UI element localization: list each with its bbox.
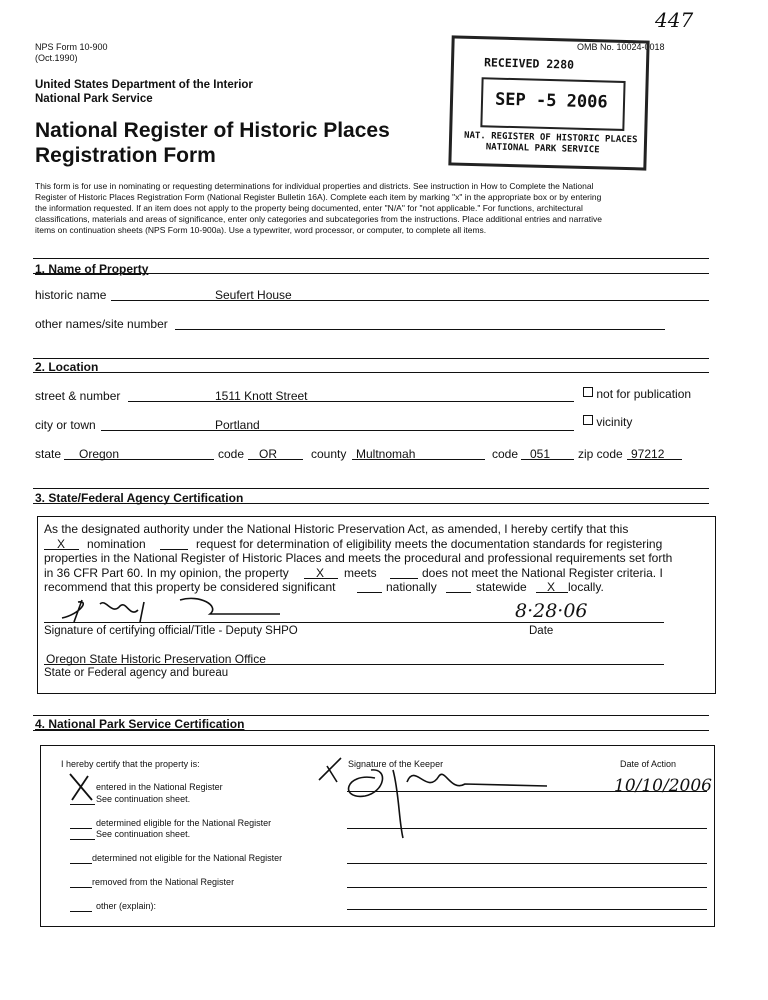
locally-label: locally. [568, 580, 604, 594]
nationally-label: nationally [386, 580, 437, 594]
see-continuation-1: See continuation sheet. [96, 794, 191, 804]
vicinity[interactable] [583, 415, 632, 429]
nationally-blank[interactable] [357, 592, 382, 593]
form-number: NPS Form 10-900 [35, 42, 108, 52]
entered-label: entered in the National Register [96, 782, 223, 792]
page-subtitle: Registration Form [35, 144, 216, 167]
keeper-line-2 [347, 828, 707, 829]
keeper-label: Signature of the Keeper [348, 759, 444, 769]
date-label: Date [529, 625, 554, 637]
cert-line-5: recommend that this property be considered significant [44, 580, 336, 594]
not-meet-blank[interactable] [390, 578, 418, 579]
omb-number: OMB No. 10024-0018 [577, 42, 665, 52]
historic-name-label: historic name [35, 288, 107, 302]
certify-label: I hereby certify that the property is: [61, 759, 200, 769]
zip-value[interactable]: 97212 [631, 447, 665, 461]
intro-line-1: This form is for use in nominating or requesting determinations for individual properties and districts. See instruction in How to Complete the National [35, 181, 594, 191]
intro-line-5: items on continuation sheets (NPS Form 10-900a). Use a typewriter, word processor, or computer, to complete all items. [35, 225, 487, 235]
see-continuation-1-blank[interactable] [70, 804, 95, 805]
signature-line [44, 622, 664, 623]
determined-eligible-label: determined eligible for the National Register [96, 818, 272, 828]
city-line [101, 430, 574, 431]
nomination-mark[interactable]: X [57, 537, 66, 551]
meets-mark[interactable]: X [316, 566, 325, 580]
keeper-line-5 [347, 909, 707, 910]
section-1-rule-bottom [33, 273, 709, 274]
nomination-label: nomination [87, 537, 146, 551]
statewide-label: statewide [476, 580, 527, 594]
determined-eligible-blank[interactable] [70, 828, 92, 829]
request-label: request for determination of eligibility meets the documentation standards for registering [196, 537, 663, 551]
action-date-label: Date of Action [620, 759, 677, 769]
signature-label: Signature of certifying official/Title - Deputy SHPO [44, 625, 298, 637]
county-code-value[interactable]: 051 [530, 447, 551, 461]
historic-name-line [111, 300, 709, 301]
city-value[interactable]: Portland [215, 418, 260, 432]
intro-line-3: the information requested. If an item does not apply to the property being documented, enter "N/A" for "not applicable." For functions, architectural [35, 203, 583, 213]
service: National Park Service [35, 93, 153, 105]
state-code-value[interactable]: OR [259, 447, 277, 461]
historic-name-value[interactable]: Seufert House [215, 288, 292, 302]
not-for-publication-label: not for publication [596, 387, 692, 401]
not-eligible-blank[interactable] [70, 863, 92, 864]
section-1-heading: 1. Name of Property [35, 262, 149, 276]
see-continuation-2: See continuation sheet. [96, 829, 191, 839]
other-blank[interactable] [70, 911, 92, 912]
locally-mark[interactable]: X [547, 580, 556, 594]
handwritten-number: 447 [655, 8, 694, 32]
street-value[interactable]: 1511 Knott Street [215, 389, 308, 403]
keeper-line-3 [347, 863, 707, 864]
not-for-publication[interactable] [583, 387, 691, 401]
county-code-label: code [492, 447, 519, 461]
agency-line [44, 664, 664, 665]
county-value[interactable]: Multnomah [356, 447, 416, 461]
section-2-rule-bottom [33, 372, 709, 373]
stamp-date: SEP -5 2006 [494, 89, 608, 113]
state-label: state [35, 447, 62, 461]
state-value[interactable]: Oregon [79, 447, 120, 461]
section-2-rule [33, 358, 709, 359]
county-label: county [311, 447, 347, 461]
keeper-line-4 [347, 887, 707, 888]
zip-label: zip code [578, 447, 623, 461]
see-continuation-2-blank[interactable] [70, 839, 95, 840]
action-date-value: 10/10/2006 [614, 776, 712, 796]
other-names-line[interactable] [175, 329, 665, 330]
not-eligible-label: determined not eligible for the National Register [92, 853, 283, 863]
state-code-label: code [218, 447, 245, 461]
removed-blank[interactable] [70, 887, 92, 888]
form-date: (Oct.1990) [35, 53, 78, 63]
cert-line-3: properties in the National Register of Historic Places and meets the procedural and professional requirements set forth [44, 551, 673, 565]
stamp-date-box [480, 77, 625, 131]
section-3-rule-bottom [33, 503, 709, 504]
keeper-signature [315, 752, 555, 844]
meets-label: meets [344, 566, 377, 580]
vicinity-label: vicinity [596, 415, 633, 429]
intro-line-4: classifications, materials and areas of significance, enter only categories and subcategories from the instructions. Place additional entries and narrative [35, 214, 602, 224]
section-4-rule-bottom [33, 730, 709, 731]
stamp-received: RECEIVED 2280 [483, 55, 575, 72]
received-stamp [448, 35, 649, 170]
other-label: other (explain): [96, 901, 157, 911]
section-3-rule [33, 488, 709, 489]
request-blank[interactable] [160, 549, 188, 550]
agency-label: State or Federal agency and bureau [44, 667, 229, 679]
intro-line-2: Register of Historic Places Registration Form (National Register Bulletin 16A). Complete each item by marking "x" in the appropriate box or by entering [35, 192, 602, 202]
stamp-register: NAT. REGISTER OF HISTORIC PLACES [463, 130, 638, 146]
other-names-label: other names/site number [35, 317, 168, 331]
section-2-heading: 2. Location [35, 360, 99, 374]
street-label: street & number [35, 389, 121, 403]
certification-date: 8·28·06 [515, 600, 588, 622]
agency-value[interactable]: Oregon State Historic Preservation Office [46, 652, 266, 666]
vicinity-checkbox[interactable] [583, 415, 593, 425]
page-title: National Register of Historic Places [35, 119, 390, 142]
section-1-rule [33, 258, 709, 259]
keeper-line-1 [347, 791, 707, 792]
cert-line-1: As the designated authority under the National Historic Preservation Act, as amended, I hereby certify that this [44, 522, 629, 536]
city-label: city or town [35, 418, 96, 432]
section-4-rule [33, 715, 709, 716]
stamp-service: NATIONAL PARK SERVICE [485, 142, 600, 156]
removed-label: removed from the National Register [92, 877, 235, 887]
cert-line-4: in 36 CFR Part 60. In my opinion, the property [44, 566, 289, 580]
not-meet-label: does not meet the National Register criteria. I [422, 566, 663, 580]
department: United States Department of the Interior [35, 79, 253, 91]
entered-check-mark [66, 772, 100, 804]
section-4-heading: 4. National Park Service Certification [35, 717, 245, 731]
not-for-publication-checkbox[interactable] [583, 387, 593, 397]
section-3-heading: 3. State/Federal Agency Certification [35, 491, 244, 505]
statewide-blank[interactable] [446, 592, 471, 593]
street-line [128, 401, 574, 402]
